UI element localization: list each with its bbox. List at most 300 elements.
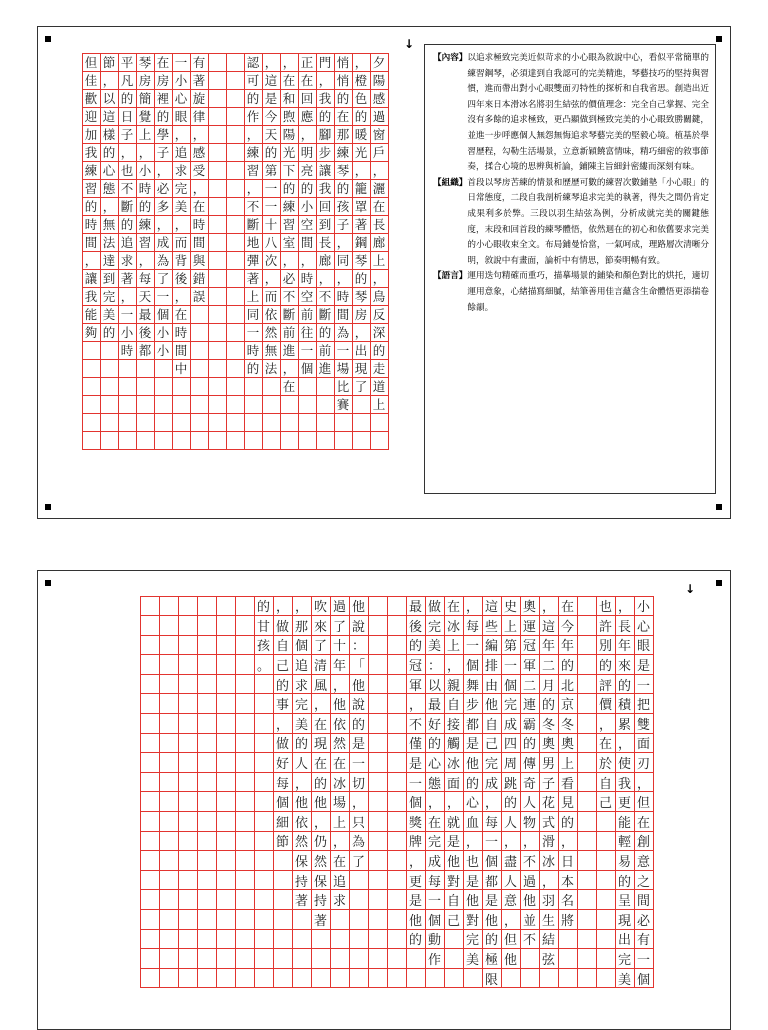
grid-cell: 門 [316, 53, 335, 72]
grid-cell: 比 [334, 377, 353, 396]
grid-cell: ， [352, 161, 371, 180]
grid-cell: 冬 [558, 713, 578, 734]
grid-cell [216, 831, 236, 852]
grid-column [349, 596, 368, 988]
grid-column [330, 596, 349, 988]
comment-organization [433, 176, 709, 270]
grid-cell: 然 [311, 850, 331, 871]
grid-cell: 眼 [634, 635, 654, 656]
grid-cell [368, 654, 388, 675]
grid-cell [273, 929, 293, 950]
grid-cell: 男 [539, 752, 559, 773]
grid-cell [172, 395, 191, 414]
grid-cell: 著 [292, 889, 312, 910]
grid-cell [216, 791, 236, 812]
grid-cell [292, 929, 312, 950]
grid-cell [140, 909, 160, 930]
grid-cell [140, 733, 160, 754]
grid-cell: 冰 [444, 752, 464, 773]
grid-cell: 的 [539, 693, 559, 714]
grid-cell [577, 752, 597, 773]
grid-cell [577, 870, 597, 891]
grid-cell [197, 615, 217, 636]
grid-cell: 往 [298, 323, 317, 342]
grid-cell: 走 [370, 359, 389, 378]
grid-cell: 這 [482, 596, 502, 617]
grid-cell: 小 [172, 71, 191, 90]
grid-cell: 以 [425, 674, 445, 695]
grid-cell [387, 615, 407, 636]
grid-cell [558, 948, 578, 969]
grid-cell: 空 [298, 215, 317, 234]
grid-cell [140, 929, 160, 950]
grid-cell: 看 [558, 772, 578, 793]
grid-cell: 前 [316, 341, 335, 360]
grid-cell [140, 870, 160, 891]
grid-cell: 成 [154, 233, 173, 252]
grid-cell [235, 713, 255, 734]
grid-cell: 平 [118, 53, 137, 72]
grid-cell [577, 654, 597, 675]
grid-cell: 那 [334, 125, 353, 144]
grid-cell [226, 323, 245, 342]
grid-cell: 多 [154, 197, 173, 216]
grid-cell: 心 [634, 615, 654, 636]
grid-cell [154, 395, 173, 414]
grid-cell: 輕 [615, 831, 635, 852]
grid-cell: 了 [311, 635, 331, 656]
grid-cell [82, 359, 101, 378]
grid-cell: 盡 [501, 850, 521, 871]
grid-cell [235, 968, 255, 989]
grid-cell [273, 850, 293, 871]
grid-cell [154, 413, 173, 432]
grid-cell: ， [280, 251, 299, 270]
grid-cell: 式 [539, 811, 559, 832]
grid-column [226, 53, 244, 449]
grid-cell [226, 89, 245, 108]
grid-cell: 他 [463, 752, 483, 773]
grid-cell [100, 431, 119, 450]
grid-cell: 上 [558, 752, 578, 773]
grid-cell [368, 811, 388, 832]
grid-cell: 己 [444, 909, 464, 930]
grid-cell: 就 [444, 811, 464, 832]
grid-cell: 時 [172, 323, 191, 342]
grid-cell [298, 431, 317, 450]
grid-cell [387, 791, 407, 812]
grid-column [352, 53, 370, 449]
grid-cell: ： [425, 654, 445, 675]
grid-cell [226, 413, 245, 432]
grid-cell: 學 [154, 125, 173, 144]
grid-column [140, 596, 159, 988]
grid-cell: 琴 [352, 251, 371, 270]
grid-cell [387, 889, 407, 910]
grid-cell: 著 [118, 269, 137, 288]
grid-cell [273, 870, 293, 891]
registration-mark-icon [45, 504, 51, 510]
grid-cell: 心 [100, 161, 119, 180]
grid-cell: 「 [349, 654, 369, 675]
grid-cell: 他 [330, 693, 350, 714]
grid-cell [254, 713, 274, 734]
grid-cell: ， [349, 791, 369, 812]
grid-cell [596, 889, 616, 910]
grid-cell [387, 596, 407, 617]
grid-cell: 在 [298, 71, 317, 90]
grid-cell: 的 [558, 654, 578, 675]
grid-cell: 是 [463, 870, 483, 891]
grid-cell [159, 615, 179, 636]
grid-cell [178, 948, 198, 969]
grid-cell: 不 [280, 287, 299, 306]
grid-cell [208, 305, 227, 324]
grid-cell: 價 [596, 693, 616, 714]
grid-cell: 持 [311, 889, 331, 910]
grid-cell: 的 [520, 733, 540, 754]
grid-cell: 的 [482, 929, 502, 950]
grid-cell: 來 [615, 654, 635, 675]
grid-cell: 廊 [316, 251, 335, 270]
grid-cell: 都 [463, 713, 483, 734]
grid-cell: 反 [370, 305, 389, 324]
grid-cell: 追 [330, 870, 350, 891]
grid-cell: 接 [444, 713, 464, 734]
grid-cell [197, 733, 217, 754]
grid-cell [82, 413, 101, 432]
grid-cell [298, 395, 317, 414]
grid-cell: 在 [330, 752, 350, 773]
grid-cell [368, 635, 388, 656]
grid-cell: ， [558, 831, 578, 852]
grid-cell [368, 948, 388, 969]
grid-cell [197, 850, 217, 871]
grid-cell: 習 [280, 215, 299, 234]
grid-cell [226, 341, 245, 360]
grid-cell [226, 197, 245, 216]
grid-cell: 法 [262, 359, 281, 378]
grid-cell [208, 431, 227, 450]
grid-cell [262, 431, 281, 450]
grid-cell: 斷 [316, 305, 335, 324]
grid-cell [235, 850, 255, 871]
grid-cell: 把 [634, 693, 654, 714]
grid-cell: 舞 [463, 674, 483, 695]
grid-cell: ， [273, 596, 293, 617]
grid-cell: 孩 [254, 635, 274, 656]
grid-cell [100, 341, 119, 360]
grid-cell: 四 [501, 733, 521, 754]
grid-cell [159, 713, 179, 734]
grid-cell: 一 [406, 772, 426, 793]
grid-cell: 但 [634, 791, 654, 812]
grid-cell [82, 431, 101, 450]
grid-cell: 一 [463, 635, 483, 656]
grid-column [334, 53, 352, 449]
grid-column [539, 596, 558, 988]
grid-cell: 做 [273, 733, 293, 754]
grid-cell: 美 [100, 305, 119, 324]
grid-cell: 彈 [244, 251, 263, 270]
grid-cell: 認 [244, 53, 263, 72]
grid-cell: 間 [334, 305, 353, 324]
grid-cell [159, 948, 179, 969]
grid-column [558, 596, 577, 988]
grid-cell [226, 377, 245, 396]
grid-cell [216, 929, 236, 950]
grid-cell: 細 [273, 811, 293, 832]
grid-cell: 了 [330, 615, 350, 636]
grid-cell: 成 [482, 772, 502, 793]
grid-cell: 追 [292, 654, 312, 675]
grid-cell: 在 [596, 733, 616, 754]
grid-cell: 現 [311, 733, 331, 754]
grid-cell: 錯 [190, 269, 209, 288]
writing-grid-page-2 [140, 596, 653, 988]
grid-cell [197, 635, 217, 656]
grid-cell: ， [615, 733, 635, 754]
grid-cell: ： [349, 635, 369, 656]
grid-cell: 旋 [190, 89, 209, 108]
grid-cell: 人 [520, 791, 540, 812]
grid-cell [254, 674, 274, 695]
grid-cell [197, 752, 217, 773]
grid-cell: 一 [501, 654, 521, 675]
grid-cell: 己 [596, 791, 616, 812]
grid-cell: 京 [558, 693, 578, 714]
grid-cell: 的 [118, 215, 137, 234]
grid-cell: ， [172, 215, 191, 234]
grid-cell [596, 811, 616, 832]
grid-cell [444, 948, 464, 969]
grid-cell [190, 395, 209, 414]
grid-cell [298, 377, 317, 396]
grid-cell [190, 305, 209, 324]
grid-cell [368, 929, 388, 950]
grid-cell: 感 [190, 143, 209, 162]
grid-cell: 的 [273, 674, 293, 695]
grid-cell [387, 909, 407, 930]
grid-cell: 的 [352, 107, 371, 126]
grid-cell [190, 341, 209, 360]
grid-cell [577, 929, 597, 950]
grid-cell: 追 [172, 143, 191, 162]
grid-cell: 同 [244, 305, 263, 324]
grid-cell [387, 811, 407, 832]
grid-cell [406, 948, 426, 969]
grid-cell: 編 [482, 635, 502, 656]
grid-cell: 色 [352, 89, 371, 108]
grid-cell: 鳥 [370, 287, 389, 306]
grid-cell [197, 654, 217, 675]
grid-cell: 評 [596, 674, 616, 695]
grid-cell [159, 674, 179, 695]
grid-cell [136, 377, 155, 396]
grid-cell: 戶 [370, 143, 389, 162]
grid-cell: 籠 [352, 179, 371, 198]
grid-cell [159, 635, 179, 656]
grid-cell: 完 [501, 693, 521, 714]
grid-cell: ， [190, 179, 209, 198]
grid-column [208, 53, 226, 449]
start-arrow-icon: ↓ [404, 37, 415, 51]
grid-cell: 結 [539, 929, 559, 950]
grid-cell: 他 [501, 948, 521, 969]
grid-cell: 面 [444, 772, 464, 793]
grid-cell: 斷 [118, 197, 137, 216]
grid-cell: 是 [634, 654, 654, 675]
grid-cell [235, 909, 255, 930]
grid-cell [311, 968, 331, 989]
grid-column [298, 53, 316, 449]
grid-cell [140, 811, 160, 832]
grid-cell [235, 772, 255, 793]
grid-cell [190, 431, 209, 450]
grid-cell: 的 [615, 870, 635, 891]
grid-cell: 個 [292, 635, 312, 656]
grid-cell: 個 [425, 909, 445, 930]
grid-cell [178, 791, 198, 812]
grid-cell: 在 [330, 850, 350, 871]
grid-cell [370, 413, 389, 432]
grid-cell [368, 733, 388, 754]
grid-cell: 冠 [520, 635, 540, 656]
grid-cell: 運 [520, 615, 540, 636]
comment-tag: 【語言】 [433, 271, 468, 282]
grid-cell: 出 [352, 341, 371, 360]
grid-cell [216, 615, 236, 636]
grid-cell: 時 [190, 215, 209, 234]
grid-cell: 累 [615, 713, 635, 734]
grid-cell: 習 [82, 179, 101, 198]
grid-cell: 由 [482, 674, 502, 695]
grid-cell [197, 929, 217, 950]
grid-cell: ， [634, 772, 654, 793]
grid-column [596, 596, 615, 988]
grid-cell: 在 [558, 596, 578, 617]
grid-cell: 時 [136, 179, 155, 198]
grid-cell: 美 [615, 968, 635, 989]
grid-cell: 連 [520, 693, 540, 714]
grid-cell: 的 [118, 89, 137, 108]
grid-cell: 二 [539, 654, 559, 675]
grid-column [482, 596, 501, 988]
grid-cell: 習 [136, 233, 155, 252]
grid-cell: ， [136, 251, 155, 270]
grid-cell: 室 [280, 233, 299, 252]
grid-cell [280, 413, 299, 432]
grid-cell [178, 772, 198, 793]
grid-cell: ， [463, 831, 483, 852]
grid-cell: 排 [482, 654, 502, 675]
grid-cell: 刃 [634, 752, 654, 773]
grid-cell: 練 [82, 161, 101, 180]
grid-cell [368, 870, 388, 891]
grid-cell: 求 [292, 674, 312, 695]
grid-column [311, 596, 330, 988]
grid-cell: ， [501, 909, 521, 930]
grid-cell: 的 [316, 323, 335, 342]
grid-cell: 必 [634, 909, 654, 930]
grid-cell [226, 287, 245, 306]
grid-cell [140, 889, 160, 910]
grid-cell [273, 889, 293, 910]
grid-cell [226, 53, 245, 72]
grid-cell: 腳 [316, 125, 335, 144]
grid-cell: 間 [82, 233, 101, 252]
grid-cell: 應 [298, 107, 317, 126]
grid-cell [100, 377, 119, 396]
grid-cell: 我 [316, 89, 335, 108]
grid-cell: ， [273, 713, 293, 734]
grid-cell [235, 948, 255, 969]
grid-cell [178, 811, 198, 832]
grid-cell: 達 [100, 251, 119, 270]
grid-cell [577, 674, 597, 695]
grid-cell: 日 [558, 850, 578, 871]
registration-mark-icon [45, 580, 51, 586]
grid-cell: 最 [406, 596, 426, 617]
grid-cell [140, 615, 160, 636]
grid-cell: ， [615, 596, 635, 617]
grid-cell [208, 377, 227, 396]
grid-cell [254, 772, 274, 793]
grid-cell [254, 948, 274, 969]
grid-cell: 房 [154, 71, 173, 90]
grid-cell: 名 [558, 889, 578, 910]
grid-cell: 保 [311, 870, 331, 891]
grid-cell: 的 [406, 635, 426, 656]
grid-cell: 作 [425, 948, 445, 969]
grid-cell: 作 [244, 107, 263, 126]
grid-cell: ， [334, 233, 353, 252]
grid-cell: 著 [190, 71, 209, 90]
grid-cell [159, 889, 179, 910]
grid-cell [387, 752, 407, 773]
grid-cell: 更 [615, 791, 635, 812]
grid-cell: 時 [334, 287, 353, 306]
grid-cell: 自 [482, 713, 502, 734]
grid-cell: 琴 [334, 161, 353, 180]
grid-cell [596, 850, 616, 871]
registration-mark-icon [716, 504, 722, 510]
grid-cell [368, 713, 388, 734]
grid-cell: 我 [82, 143, 101, 162]
grid-cell [159, 850, 179, 871]
grid-cell: 橙 [352, 71, 371, 90]
grid-cell [208, 251, 227, 270]
grid-cell [254, 733, 274, 754]
grid-cell: 和 [280, 89, 299, 108]
grid-cell [197, 968, 217, 989]
grid-cell: 上 [136, 125, 155, 144]
grid-cell: 也 [118, 161, 137, 180]
grid-cell: 周 [501, 752, 521, 773]
grid-cell: 在 [311, 713, 331, 734]
grid-cell [368, 596, 388, 617]
grid-cell: 弦 [539, 948, 559, 969]
grid-cell: 個 [501, 674, 521, 695]
grid-cell: 間 [298, 233, 317, 252]
grid-cell [577, 850, 597, 871]
grid-cell: ， [100, 71, 119, 90]
grid-column [190, 53, 208, 449]
grid-cell [368, 674, 388, 695]
grid-cell: 的 [349, 713, 369, 734]
grid-cell: 樣 [100, 125, 119, 144]
grid-cell: 來 [311, 615, 331, 636]
